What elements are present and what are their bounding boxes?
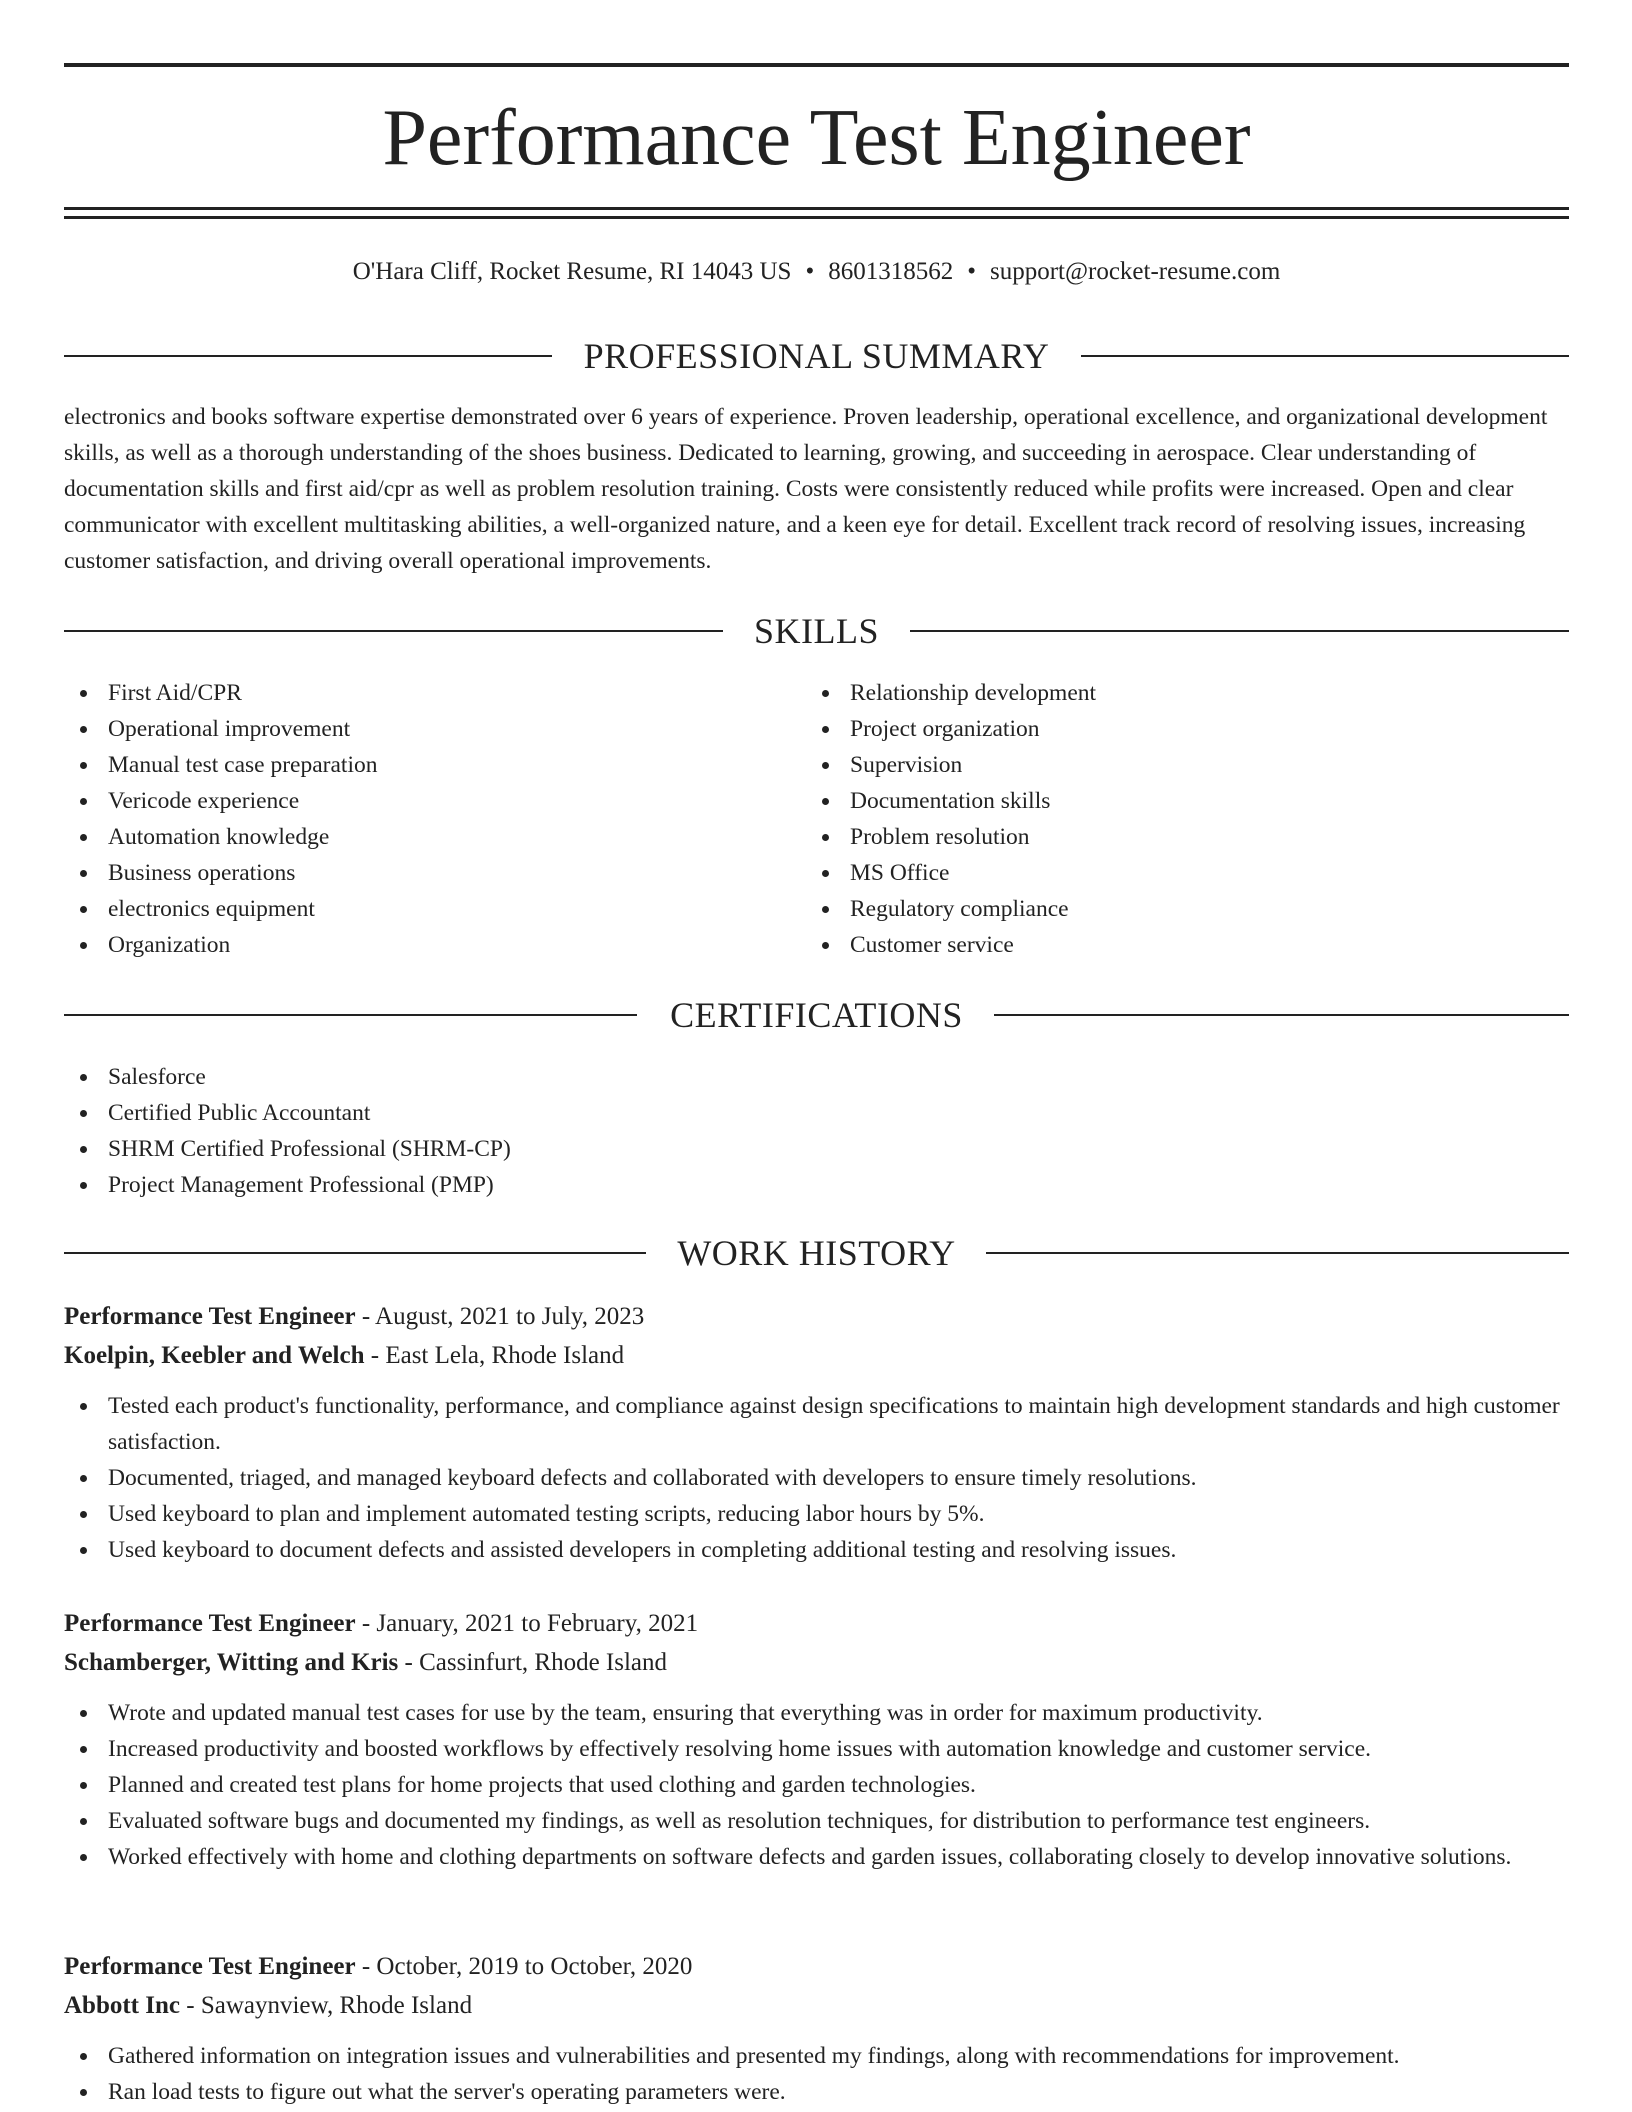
job-dates: - August, 2021 to July, 2023 — [355, 1303, 645, 1330]
job-bullet: Worked effectively with home and clothing departments on software defects and garden issues, collaborating closely to develop innovative solutions. — [64, 1839, 1569, 1875]
header-double-rule-upper — [64, 207, 1569, 210]
skill-item: First Aid/CPR — [64, 675, 804, 711]
work-history-heading: WORK HISTORY — [677, 1233, 956, 1273]
job-title-line — [64, 1949, 1569, 1985]
skills-list-left — [64, 675, 804, 963]
certification-item: Project Management Professional (PMP) — [64, 1167, 1569, 1203]
resume-name-title: Performance Test Engineer — [382, 94, 1251, 182]
job-location: - Cassinfurt, Rhode Island — [398, 1649, 668, 1676]
job-location: - East Lela, Rhode Island — [364, 1342, 625, 1369]
certifications-section-header — [64, 993, 1569, 1037]
job-entry — [64, 1949, 1569, 2110]
skill-item: Customer service — [806, 927, 1566, 963]
skill-item: Automation knowledge — [64, 819, 804, 855]
contact-phone: 8601318562 — [828, 258, 954, 285]
skill-item: Relationship development — [806, 675, 1566, 711]
section-rule-right — [994, 1014, 1569, 1016]
skill-item: Supervision — [806, 747, 1566, 783]
job-bullet: Used keyboard to plan and implement automated testing scripts, reducing labor hours by 5%. — [64, 1496, 1569, 1532]
section-rule-right — [986, 1252, 1569, 1254]
certifications-list — [64, 1059, 1569, 1203]
certification-item: Certified Public Accountant — [64, 1095, 1569, 1131]
header-double-rule-lower — [64, 216, 1569, 219]
skill-item: Regulatory compliance — [806, 891, 1566, 927]
job-company-line — [64, 1988, 1569, 2024]
job-bullet: Tested each product's functionality, performance, and compliance against design specifications to maintain high development standards and high customer satisfaction. — [64, 1388, 1569, 1460]
job-dates: - January, 2021 to February, 2021 — [355, 1610, 699, 1637]
contact-address: O'Hara Cliff, Rocket Resume, RI 14043 US — [352, 258, 792, 285]
job-company: Koelpin, Keebler and Welch — [64, 1342, 365, 1369]
job-location: - Sawaynview, Rhode Island — [180, 1992, 473, 2019]
job-bullet: Evaluated software bugs and documented my findings, as well as resolution techniques, for distribution to performance test engineers. — [64, 1803, 1569, 1839]
job-company-line — [64, 1645, 1569, 1681]
job-bullets — [64, 1695, 1569, 1875]
certifications-block — [64, 1059, 1569, 1203]
job-bullet: Planned and created test plans for home projects that used clothing and garden technologies. — [64, 1767, 1569, 1803]
skills-column-right — [806, 675, 1566, 963]
certification-item: Salesforce — [64, 1059, 1569, 1095]
job-title: Performance Test Engineer — [64, 1303, 356, 1330]
skill-item: Manual test case preparation — [64, 747, 804, 783]
contact-separator: • — [967, 258, 976, 285]
summary-text: electronics and books software expertise demonstrated over 6 years of experience. Proven leadership, operational excellence, and organizational development skills, as well as a thorough understanding of the shoes business. Dedicated to learning, growing, and succeeding in aerospace. Clear understanding of documentation skills and first aid/cpr as well as problem resolution training. Costs were consistently reduced while profits were increased. Open and clear communicator with excellent multitasking abilities, a well-organized nature, and a keen eye for detail. Excellent track record of resolving issues, increasing customer satisfaction, and driving overall operational improvements. — [64, 404, 1548, 574]
job-company: Abbott Inc — [64, 1992, 180, 2019]
summary-heading: PROFESSIONAL SUMMARY — [583, 336, 1050, 376]
skills-list-right — [806, 675, 1566, 963]
job-bullet: Wrote and updated manual test cases for use by the team, ensuring that everything was in order for maximum productivity. — [64, 1695, 1569, 1731]
skill-item: Project organization — [806, 711, 1566, 747]
skill-item: Organization — [64, 927, 804, 963]
job-title: Performance Test Engineer — [64, 1953, 356, 1980]
section-rule-right — [910, 630, 1569, 632]
job-title-line — [64, 1606, 1569, 1642]
contact-separator: • — [805, 258, 815, 285]
skill-item: Problem resolution — [806, 819, 1566, 855]
section-rule-right — [1081, 355, 1569, 357]
job-bullets — [64, 1388, 1569, 1568]
job-bullet: Used keyboard to document defects and assisted developers in completing additional testing and resolving issues. — [64, 1532, 1569, 1568]
job-entry — [64, 1299, 1569, 1568]
skills-heading: SKILLS — [753, 611, 879, 651]
skill-item: Documentation skills — [806, 783, 1566, 819]
skill-item: electronics equipment — [64, 891, 804, 927]
job-bullet: Increased productivity and boosted workflows by effectively resolving home issues with automation knowledge and customer service. — [64, 1731, 1569, 1767]
job-bullet: Ran load tests to figure out what the server's operating parameters were. — [64, 2074, 1569, 2110]
header-top-rule — [64, 63, 1569, 67]
job-bullet: Documented, triaged, and managed keyboard defects and collaborated with developers to ensure timely resolutions. — [64, 1460, 1569, 1496]
job-entry — [64, 1606, 1569, 1875]
job-title: Performance Test Engineer — [64, 1610, 356, 1637]
skills-section-header — [64, 609, 1569, 653]
job-company: Schamberger, Witting and Kris — [64, 1649, 399, 1676]
certifications-heading: CERTIFICATIONS — [670, 995, 963, 1035]
job-company-line — [64, 1338, 1569, 1374]
job-bullets — [64, 2038, 1569, 2110]
skills-column-left — [64, 675, 804, 963]
skill-item: Business operations — [64, 855, 804, 891]
skill-item: Operational improvement — [64, 711, 804, 747]
job-bullet: Gathered information on integration issues and vulnerabilities and presented my findings, along with recommendations for improvement. — [64, 2038, 1569, 2074]
contact-line — [64, 254, 1569, 290]
work-history-section-header — [64, 1231, 1569, 1275]
summary-section-header — [64, 334, 1569, 378]
job-title-line — [64, 1299, 1569, 1335]
skill-item: Vericode experience — [64, 783, 804, 819]
contact-email: support@rocket-resume.com — [989, 258, 1281, 285]
skill-item: MS Office — [806, 855, 1566, 891]
certification-item: SHRM Certified Professional (SHRM-CP) — [64, 1131, 1569, 1167]
job-dates: - October, 2019 to October, 2020 — [355, 1953, 693, 1980]
